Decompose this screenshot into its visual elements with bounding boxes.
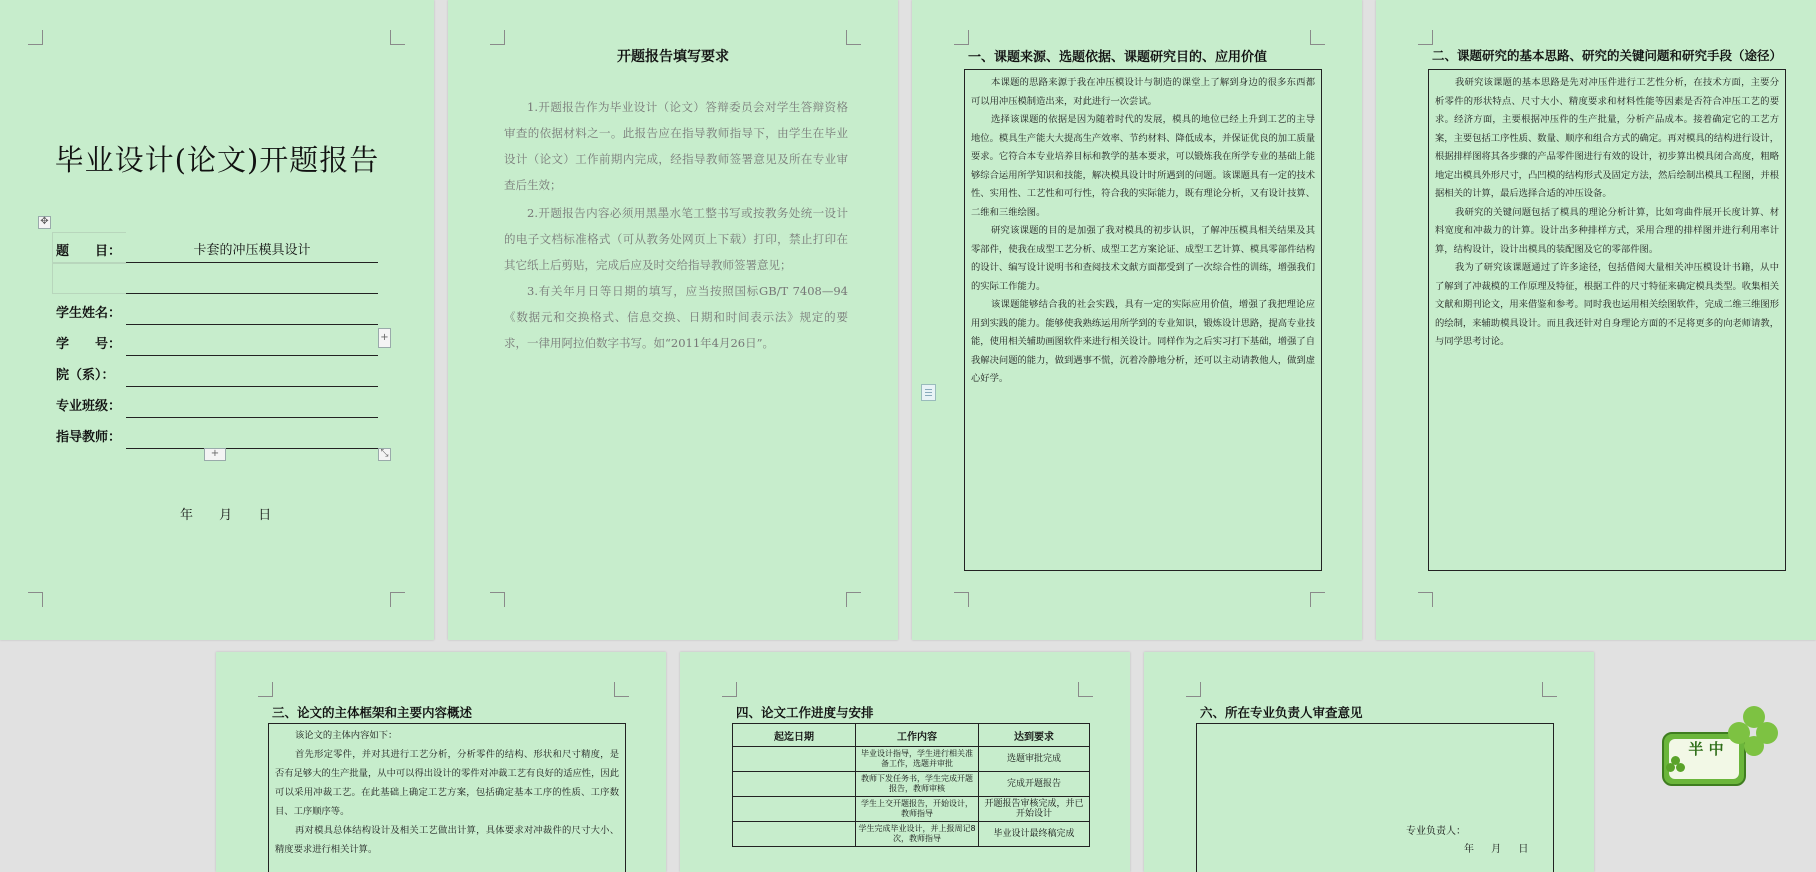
cover-title: 毕业设计(论文)开题报告 xyxy=(54,143,380,177)
crop-mark xyxy=(1418,30,1433,45)
section-2-box xyxy=(1428,69,1786,571)
table-resize-handle-icon[interactable]: ⤡ xyxy=(378,448,391,461)
crop-mark xyxy=(846,30,861,45)
section-6-title: 六、所在专业负责人审查意见 xyxy=(1200,705,1363,720)
crop-mark xyxy=(614,682,629,697)
table-row xyxy=(733,772,1090,797)
form-label: 学 号： xyxy=(56,337,122,352)
small-clover-icon xyxy=(1666,756,1686,776)
paragraph: 首先形定零件，并对其进行工艺分析，分析零件的结构、形状和尺寸精度，是否有足够大的生产批量，从中可以得出设计的零件对冲裁工艺有良好的适应性，因此可以采用冲裁工艺。在此基础上确定工艺方案，包括确定基本工序的性质、工序数目、工序顺序等。 xyxy=(275,749,619,817)
crop-mark xyxy=(1418,592,1433,607)
paragraph: 本课题的思路来源于我在冲压模设计与制造的课堂上了解到身边的很多东西都可以用冲压模制造出来，对此进行一次尝试。 xyxy=(971,77,1315,107)
crop-mark xyxy=(390,592,405,607)
paragraph: 该课题能够结合我的社会实践，具有一定的实际应用价值，增强了我把理论应用到实践的能力。能够使我熟练运用所学到的专业知识，锻炼设计思路，提高专业技能，使用相关辅助画图软件来进行相关设计。同样作为之后实习打下基础，增强了自我解决问题的能力，做到遇事不慌，沉着冷静地分析，还可以主动请教他人，做到虚心好学。 xyxy=(971,299,1315,384)
crop-mark xyxy=(1310,592,1325,607)
cell-date[interactable] xyxy=(733,772,856,797)
form-row-student-name xyxy=(52,294,378,325)
crop-mark xyxy=(1078,682,1093,697)
section-2-title: 二、课题研究的基本思路、研究的关键问题和研究手段（途径） xyxy=(1432,48,1783,63)
table-row xyxy=(733,797,1090,822)
paste-options-icon[interactable] xyxy=(921,384,936,401)
review-date: 年 月 日 xyxy=(1464,844,1529,855)
paragraph: 该论文的主体内容如下： xyxy=(295,730,398,741)
crop-mark xyxy=(954,592,969,607)
form-label: 指导教师： xyxy=(56,430,122,445)
form-row-class xyxy=(52,387,378,418)
watermark-text: 半 中 xyxy=(1688,740,1724,758)
crop-mark xyxy=(390,30,405,45)
section-3-box xyxy=(268,723,626,872)
crop-mark xyxy=(258,682,273,697)
cell-requirement[interactable]: 选题审批完成 xyxy=(979,747,1090,772)
column-header: 起迄日期 xyxy=(733,724,856,747)
crop-mark xyxy=(1310,30,1325,45)
page-cover xyxy=(0,0,434,640)
paragraph: 再对模具总体结构设计及相关工艺做出计算，具体要求对冲裁件的尺寸大小、精度要求进行相关计算。 xyxy=(275,825,619,855)
form-row-title xyxy=(52,232,378,263)
form-row-student-id xyxy=(52,325,378,356)
paragraph: 我为了研究该课题通过了许多途径，包括借阅大量相关冲压模设计书籍，从中了解到了冲裁模的工作原理及特征，根据工件的尺寸特征来确定模具类型。收集相关文献和期刊论文，用来借鉴和参考。同时我也运用相关绘图软件，完成二维三维图形的绘制，来辅助模具设计。而且我还针对自身理论方面的不足将更多的向老师请教，与同学思考讨论。 xyxy=(1435,262,1779,347)
page-section-3 xyxy=(216,652,666,872)
crop-mark xyxy=(490,592,505,607)
crop-mark xyxy=(28,30,43,45)
paragraph: 研究该课题的目的是加强了我对模具的初步认识，了解冲压模具相关结果及其零部件，使我在成型工艺分析、成型工艺方案论证、成型工艺计算、模具零部件结构的设计、编写设计说明书和查阅技术文献方面都受到了一次综合性的训练，增强我们的实际工作能力。 xyxy=(971,225,1315,292)
add-row-icon[interactable]: + xyxy=(204,448,226,461)
paragraph: 选择该课题的依据是因为随着时代的发展，模具的地位已经上升到工艺的主导地位。模具生产能大大提高生产效率、节约材料、降低成本，并保证优良的加工质量要求。它符合本专业培养目标和教学的基本要求，可以锻炼我在所学专业的基础上能够综合运用所学知识和技能，解决模具设计时所遇到的问题。该课题具有一定的技术性、实用性、工艺性和可行性，符合我的实际能力，既有理论分析，又有设计技算、二维和三维绘图。 xyxy=(971,114,1315,218)
section-4-title: 四、论文工作进度与安排 xyxy=(736,705,874,720)
form-label: 学生姓名： xyxy=(56,306,122,321)
table-row xyxy=(733,747,1090,772)
crop-mark xyxy=(28,592,43,607)
crop-mark xyxy=(846,592,861,607)
form-value-title[interactable]: 卡套的冲压模具设计 xyxy=(193,243,311,258)
paragraph: 我研究的关键问题包括了模具的理论分析计算，比如弯曲件展开长度计算、材料宽度和冲裁力的计算。设计出多种排样方式，采用合理的排样图并进行利用率计算，结构设计，设计出模具的装配图及它的零部件图。 xyxy=(1435,206,1779,255)
cover-form xyxy=(52,232,378,449)
signer-label: 专业负责人： xyxy=(1406,826,1466,837)
cell-date[interactable] xyxy=(733,822,856,847)
cell-content[interactable]: 教师下发任务书，学生完成开题报告，教师审核 xyxy=(856,772,979,797)
cell-content[interactable]: 学生上交开题报告，开始设计，教师指导 xyxy=(856,797,979,822)
section-1-box xyxy=(964,69,1322,571)
page-requirements xyxy=(448,0,898,640)
cover-date: 年 月 日 xyxy=(180,508,272,523)
page-section-4 xyxy=(680,652,1130,872)
cell-content[interactable]: 学生完成毕业设计，并上报周记8次，教师指导 xyxy=(856,822,979,847)
cell-content[interactable]: 毕业设计指导，学生进行相关准备工作，选题并审批 xyxy=(856,747,979,772)
form-underline xyxy=(126,448,378,449)
form-row-blank xyxy=(52,263,378,294)
cell-date[interactable] xyxy=(733,747,856,772)
column-header: 达到要求 xyxy=(979,724,1090,747)
crop-mark xyxy=(954,30,969,45)
crop-mark xyxy=(722,682,737,697)
table-move-handle-icon[interactable]: ✥ xyxy=(38,216,51,229)
page-section-1 xyxy=(912,0,1362,640)
form-label: 专业班级： xyxy=(56,399,122,414)
form-label: 题 目： xyxy=(56,244,122,259)
table-row xyxy=(733,822,1090,847)
page-section-6 xyxy=(1144,652,1594,872)
form-row-advisor xyxy=(52,418,378,449)
requirement-item: 3.有关年月日等日期的填写，应当按照国标GB/T 7408—94《数据元和交换格式、信息交换、日期和时间表示法》规定的要求，一律用阿拉伯数字书写。如“2011年4月26日”。 xyxy=(504,284,848,350)
paragraph: 我研究该课题的基本思路是先对冲压件进行工艺性分析，在技术方面，主要分析零件的形状特点、尺寸大小、精度要求和材料性能等因素是否符合冲压工艺的要求。经济方面，主要根据冲压件的生产批量，分析产品成本。接着确定它的工艺方案，主要包括工序性质、数量、顺序和组合方式的确定。再对模具的结构进行设计，根据排样图将其各步骤的产品零件图进行有效的设计，初步算出模具闭合高度，粗略地定出模具外形尺寸，凸凹模的结构形式及固定方法，然后绘制出模具工程图，并根据相关的计算，最后选择合适的冲压设备。 xyxy=(1435,77,1779,199)
section-3-title: 三、论文的主体框架和主要内容概述 xyxy=(272,705,473,720)
add-column-icon[interactable]: + xyxy=(378,328,391,348)
cell-requirement[interactable]: 开题报告审核完成，并已开始设计 xyxy=(979,797,1090,822)
cell-requirement[interactable]: 毕业设计最终稿完成 xyxy=(979,822,1090,847)
schedule-table xyxy=(732,723,1090,847)
form-label: 院（系）： xyxy=(56,368,115,383)
column-header: 工作内容 xyxy=(856,724,979,747)
clover-logo-icon xyxy=(1728,706,1782,762)
page-section-2 xyxy=(1376,0,1816,640)
requirements-title: 开题报告填写要求 xyxy=(617,49,729,65)
table-header-row xyxy=(733,724,1090,747)
crop-mark xyxy=(1542,682,1557,697)
cell-requirement[interactable]: 完成开题报告 xyxy=(979,772,1090,797)
section-1-title: 一、课题来源、选题依据、课题研究目的、应用价值 xyxy=(968,50,1268,65)
requirement-item: 1.开题报告作为毕业设计（论文）答辩委员会对学生答辩资格审查的依据材料之一。此报告应在指导教师指导下，由学生在毕业设计（论文）工作前期内完成，经指导教师签署意见及所在专业审查后生效； xyxy=(504,100,848,192)
crop-mark xyxy=(490,30,505,45)
form-row-department xyxy=(52,356,378,387)
requirement-item: 2.开题报告内容必须用黑墨水笔工整书写或按教务处统一设计的电子文档标准格式（可从教务处网页上下载）打印，禁止打印在其它纸上后剪贴，完成后应及时交给指导教师签署意见； xyxy=(504,206,848,272)
crop-mark xyxy=(1186,682,1201,697)
cell-date[interactable] xyxy=(733,797,856,822)
